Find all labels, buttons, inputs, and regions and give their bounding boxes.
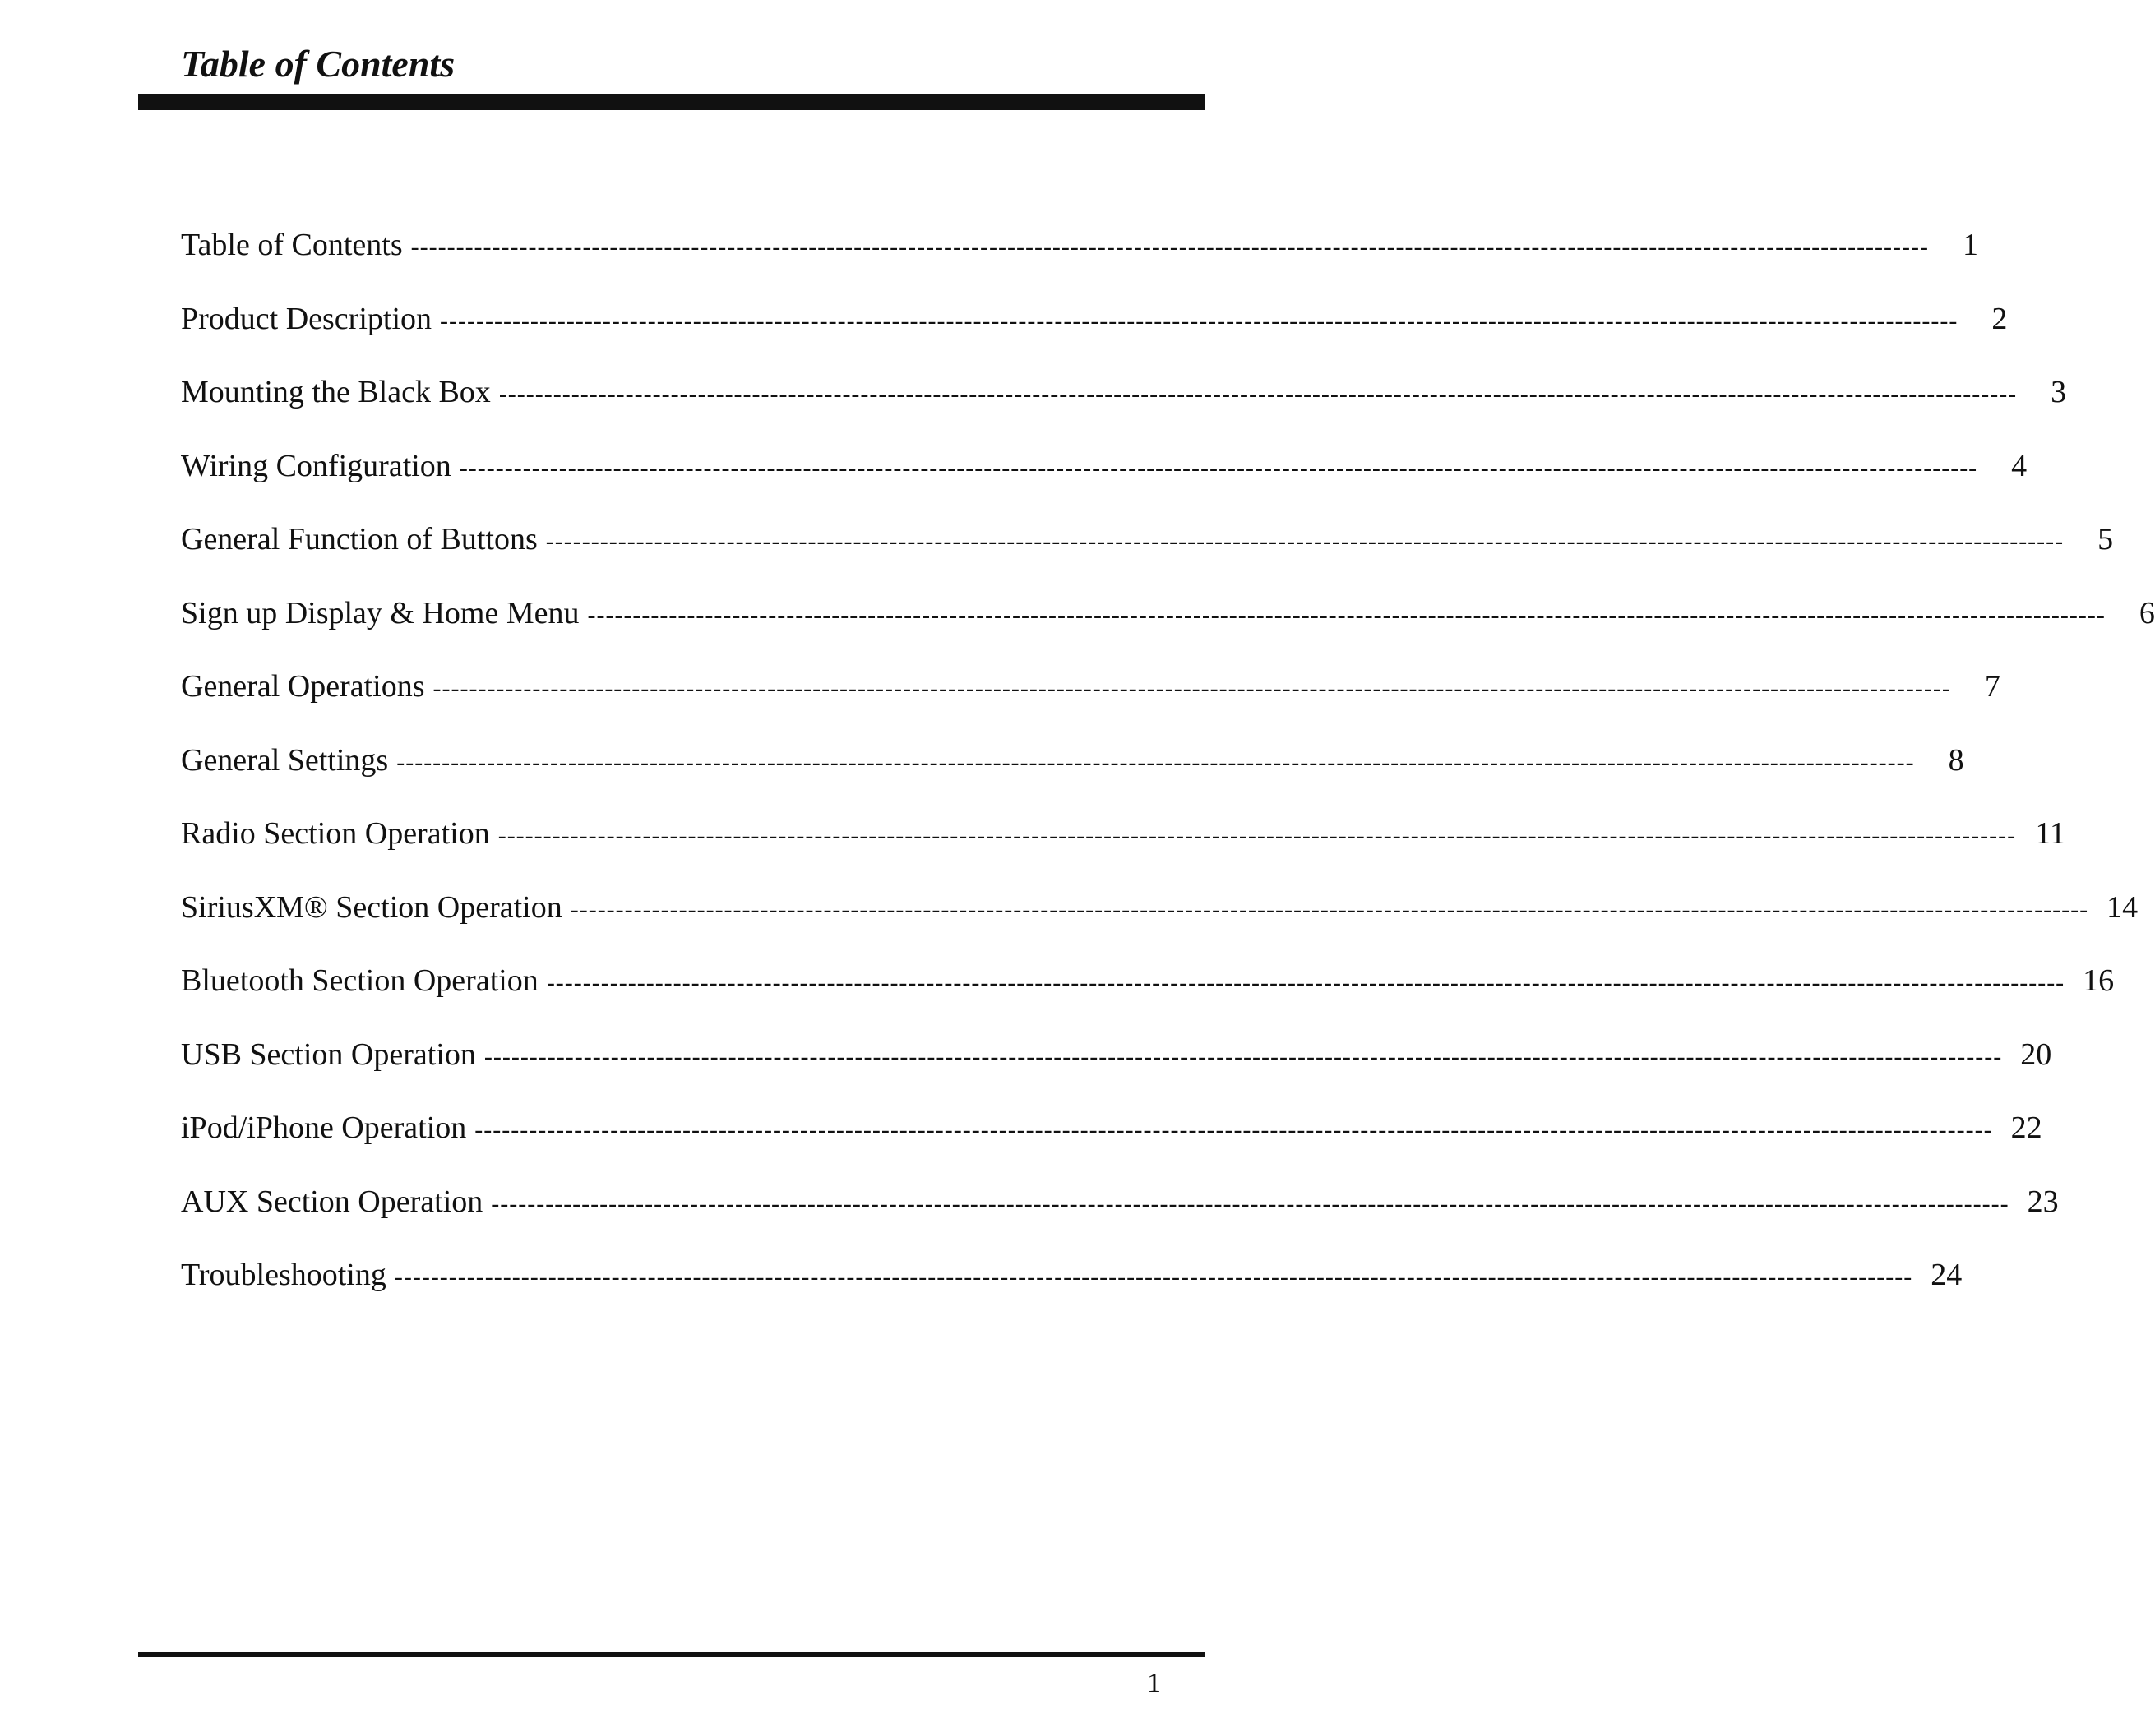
toc-entry-page: 4 bbox=[2011, 448, 2028, 483]
toc-entry[interactable] bbox=[181, 443, 2028, 517]
toc-entry-page: 1 bbox=[1962, 228, 1978, 262]
toc-entry-page: 3 bbox=[2051, 375, 2067, 409]
toc-entry[interactable] bbox=[181, 590, 2155, 664]
toc-leader: ------------------------------------------------------------------------------------------------------------------------------------------------------------------------ bbox=[394, 1263, 1913, 1290]
toc-leader: ------------------------------------------------------------------------------------------------------------------------------------------------------------------------ bbox=[498, 381, 2018, 408]
toc-entry[interactable] bbox=[181, 1252, 1963, 1326]
toc-entry-page: 16 bbox=[2083, 963, 2115, 998]
toc-entry[interactable] bbox=[181, 222, 1978, 296]
toc-leader: ------------------------------------------------------------------------------------------------------------------------------------------------------------------------ bbox=[545, 528, 2065, 555]
toc-entry-title: iPod/iPhone Operation bbox=[181, 1110, 467, 1145]
toc-leader: ------------------------------------------------------------------------------------------------------------------------------------------------------------------------ bbox=[459, 454, 1978, 482]
toc-entry-title: Troubleshooting bbox=[181, 1258, 386, 1292]
toc-entry-page: 22 bbox=[2010, 1110, 2042, 1145]
toc-leader: ------------------------------------------------------------------------------------------------------------------------------------------------------------------------ bbox=[440, 307, 1958, 335]
toc-entry-page: 23 bbox=[2027, 1184, 2059, 1219]
toc-entry-page: 14 bbox=[2106, 889, 2139, 925]
toc-leader: ------------------------------------------------------------------------------------------------------------------------------------------------------------------------ bbox=[474, 1116, 1993, 1143]
toc-entry-title: Table of Contents bbox=[181, 228, 403, 262]
toc-leader: ------------------------------------------------------------------------------------------------------------------------------------------------------------------------ bbox=[491, 1189, 2009, 1217]
toc-entry[interactable] bbox=[181, 296, 2008, 370]
toc-entry[interactable] bbox=[181, 737, 1964, 811]
toc-leader: ------------------------------------------------------------------------------------------------------------------------------------------------------------------------ bbox=[396, 748, 1915, 776]
toc-entry[interactable] bbox=[181, 810, 2066, 884]
toc-leader: ------------------------------------------------------------------------------------------------------------------------------------------------------------------------ bbox=[497, 822, 2017, 849]
toc-leader: ------------------------------------------------------------------------------------------------------------------------------------------------------------------------ bbox=[483, 1042, 2003, 1070]
page-title: Table of Contents bbox=[181, 43, 456, 85]
toc-entry-page: 24 bbox=[1931, 1258, 1963, 1292]
toc-entry[interactable] bbox=[181, 1032, 2052, 1106]
toc-entry-title: Bluetooth Section Operation bbox=[181, 963, 539, 998]
toc-entry-title: Mounting the Black Box bbox=[181, 375, 491, 409]
toc-leader: ------------------------------------------------------------------------------------------------------------------------------------------------------------------------ bbox=[587, 601, 2106, 629]
toc-entry-page: 8 bbox=[1948, 742, 1964, 778]
toc-entry[interactable] bbox=[181, 663, 2000, 737]
toc-entry-title: General Function of Buttons bbox=[181, 522, 538, 556]
toc-entry-page: 7 bbox=[1984, 669, 2000, 704]
toc-leader: ------------------------------------------------------------------------------------------------------------------------------------------------------------------------ bbox=[432, 675, 1951, 702]
toc-entry-page: 11 bbox=[2035, 816, 2066, 851]
page-number: 1 bbox=[1147, 1668, 1161, 1698]
toc-entry[interactable] bbox=[181, 1105, 2042, 1179]
toc-entry-title: AUX Section Operation bbox=[181, 1184, 483, 1219]
toc-entry-title: Wiring Configuration bbox=[181, 448, 451, 483]
toc-entry-title: USB Section Operation bbox=[181, 1037, 476, 1072]
footer-rule bbox=[138, 1652, 1205, 1657]
toc-entry[interactable] bbox=[181, 516, 2114, 590]
toc-entry[interactable] bbox=[181, 884, 2139, 958]
toc-entry-page: 20 bbox=[2020, 1037, 2052, 1072]
toc-entry-page: 2 bbox=[1991, 301, 2008, 336]
toc-entry[interactable] bbox=[181, 958, 2115, 1032]
toc-leader: ------------------------------------------------------------------------------------------------------------------------------------------------------------------------ bbox=[570, 895, 2089, 923]
toc-entry[interactable] bbox=[181, 1179, 2059, 1253]
toc-entry-title: Product Description bbox=[181, 301, 432, 336]
toc-entry[interactable] bbox=[181, 369, 2067, 443]
toc-entry-title: General Operations bbox=[181, 669, 425, 704]
toc-leader: ------------------------------------------------------------------------------------------------------------------------------------------------------------------------ bbox=[546, 969, 2065, 996]
toc-entry-page: 6 bbox=[2139, 595, 2155, 630]
toc-entry-title: Sign up Display & Home Menu bbox=[181, 595, 580, 630]
table-of-contents bbox=[181, 222, 2155, 1326]
toc-leader: ------------------------------------------------------------------------------------------------------------------------------------------------------------------------ bbox=[410, 233, 1929, 261]
header-rule bbox=[138, 94, 1205, 110]
toc-entry-title: SiriusXM® Section Operation bbox=[181, 889, 562, 925]
toc-entry-page: 5 bbox=[2097, 522, 2114, 556]
toc-entry-title: Radio Section Operation bbox=[181, 816, 490, 851]
toc-entry-title: General Settings bbox=[181, 742, 389, 778]
